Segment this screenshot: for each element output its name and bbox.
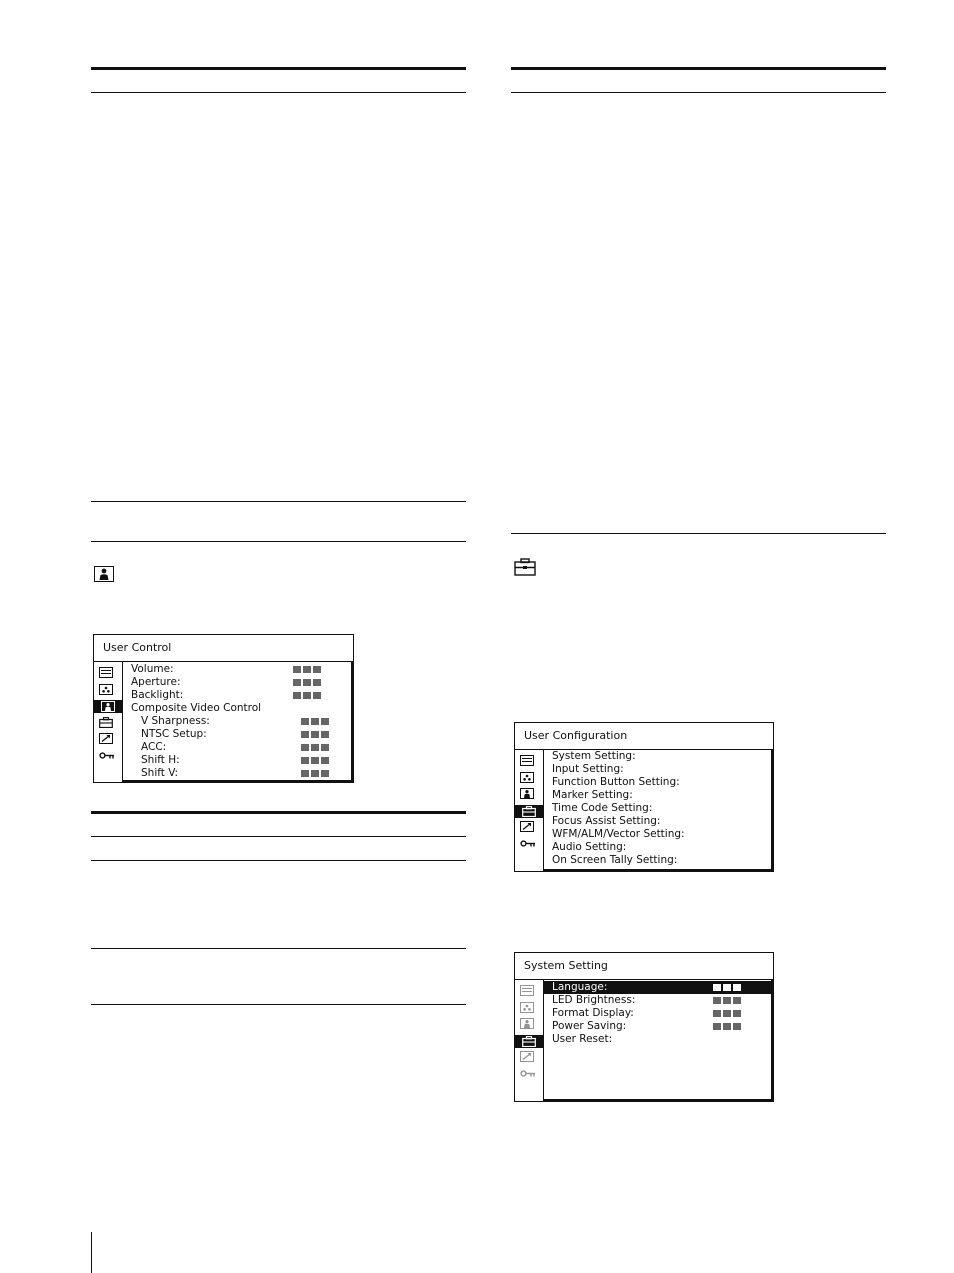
menu-item[interactable] [552,802,771,815]
menu-item[interactable] [544,981,771,994]
left-rule-2 [91,541,466,542]
menu-title: User Control [103,641,172,654]
menu-item[interactable] [141,715,351,728]
menu-item[interactable] [131,676,351,689]
menu-item[interactable] [552,750,771,763]
menu-item-label: Shift V: [141,767,179,779]
user-configuration-menu [514,722,774,872]
menu-item-label: NTSC Setup: [141,728,207,740]
value-indicator [293,692,321,699]
user-control-icon[interactable] [520,788,534,799]
menu-item[interactable] [552,815,771,828]
menu-item-label: Marker Setting: [552,789,633,801]
left-table-rule-1 [91,836,466,837]
menu-item[interactable] [552,854,771,867]
menu-sidebar [515,750,543,871]
value-indicator [713,1023,741,1030]
menu-item-label: Aperture: [131,676,181,688]
value-indicator [301,731,329,738]
menu-item-label: Backlight: [131,689,184,701]
user-config-icon[interactable] [99,717,113,728]
menu-item-label: Format Display: [552,1007,634,1019]
color-temp-icon[interactable] [520,1002,534,1013]
page-margin-bar [91,1232,92,1273]
right-rule-1 [511,533,886,534]
value-indicator [713,997,741,1004]
status-icon[interactable] [520,985,534,996]
left-rule-1 [91,501,466,502]
menu-item-label: Shift H: [141,754,180,766]
menu-item[interactable] [141,728,351,741]
menu-item[interactable] [552,828,771,841]
menu-item[interactable] [552,1033,771,1046]
remote-icon[interactable] [99,733,113,744]
menu-item-label: Composite Video Control [131,702,262,714]
value-indicator [713,1010,741,1017]
menu-item-label: Focus Assist Setting: [552,815,661,827]
menu-item[interactable] [131,663,351,676]
menu-panel [543,979,773,1101]
value-indicator [713,984,741,991]
user-control-icon[interactable] [94,700,122,713]
menu-item-label: Power Saving: [552,1020,627,1032]
menu-sidebar [515,980,543,1101]
key-lock-icon[interactable] [99,750,113,761]
menu-item[interactable] [552,1020,771,1033]
menu-item-label: V Sharpness: [141,715,210,727]
menu-item-label: Function Button Setting: [552,776,680,788]
value-indicator [301,757,329,764]
menu-item-label: WFM/ALM/Vector Setting: [552,828,685,840]
user-control-menu [93,634,354,783]
menu-item-label: Time Code Setting: [552,802,653,814]
system-setting-menu [514,952,774,1102]
value-indicator [293,666,321,673]
user-control-icon [94,566,114,587]
menu-item-label: Language: [552,981,608,993]
menu-item-label: ACC: [141,741,167,753]
menu-item-label: Audio Setting: [552,841,627,853]
left-table-thick-rule [91,811,466,814]
value-indicator [301,718,329,725]
remote-icon[interactable] [520,821,534,832]
user-control-icon[interactable] [520,1018,534,1029]
menu-item[interactable] [131,689,351,702]
menu-sidebar [94,662,122,782]
left-top-thin-rule [91,92,466,93]
key-lock-icon[interactable] [520,838,534,849]
left-table-rule-3 [91,948,466,949]
menu-item[interactable] [141,741,351,754]
menu-item-label: LED Brightness: [552,994,636,1006]
menu-item[interactable] [552,776,771,789]
value-indicator [293,679,321,686]
value-indicator [301,744,329,751]
user-config-icon [514,558,536,581]
menu-item[interactable] [552,994,771,1007]
menu-item-label: Volume: [131,663,174,675]
menu-title: System Setting [524,959,608,972]
left-table-rule-2 [91,860,466,861]
menu-item[interactable] [552,763,771,776]
status-icon[interactable] [520,755,534,766]
menu-item-label: System Setting: [552,750,636,762]
status-icon[interactable] [99,667,113,678]
key-lock-icon[interactable] [520,1068,534,1079]
menu-item[interactable] [552,789,771,802]
user-config-icon[interactable] [515,1035,543,1048]
remote-icon[interactable] [520,1051,534,1062]
menu-item-label: User Reset: [552,1033,613,1045]
menu-item[interactable] [552,1007,771,1020]
menu-item-label: On Screen Tally Setting: [552,854,678,866]
menu-title: User Configuration [524,729,628,742]
menu-panel [122,661,353,782]
color-temp-icon[interactable] [99,684,113,695]
right-top-thick-rule [511,67,886,70]
menu-item[interactable] [141,767,351,780]
user-config-icon[interactable] [515,805,543,818]
menu-panel [543,749,773,871]
menu-item[interactable] [131,702,351,715]
menu-item[interactable] [141,754,351,767]
left-top-thick-rule [91,67,466,70]
value-indicator [301,770,329,777]
menu-item[interactable] [552,841,771,854]
menu-item-label: Input Setting: [552,763,624,775]
right-top-thin-rule [511,92,886,93]
left-table-rule-4 [91,1004,466,1005]
color-temp-icon[interactable] [520,772,534,783]
